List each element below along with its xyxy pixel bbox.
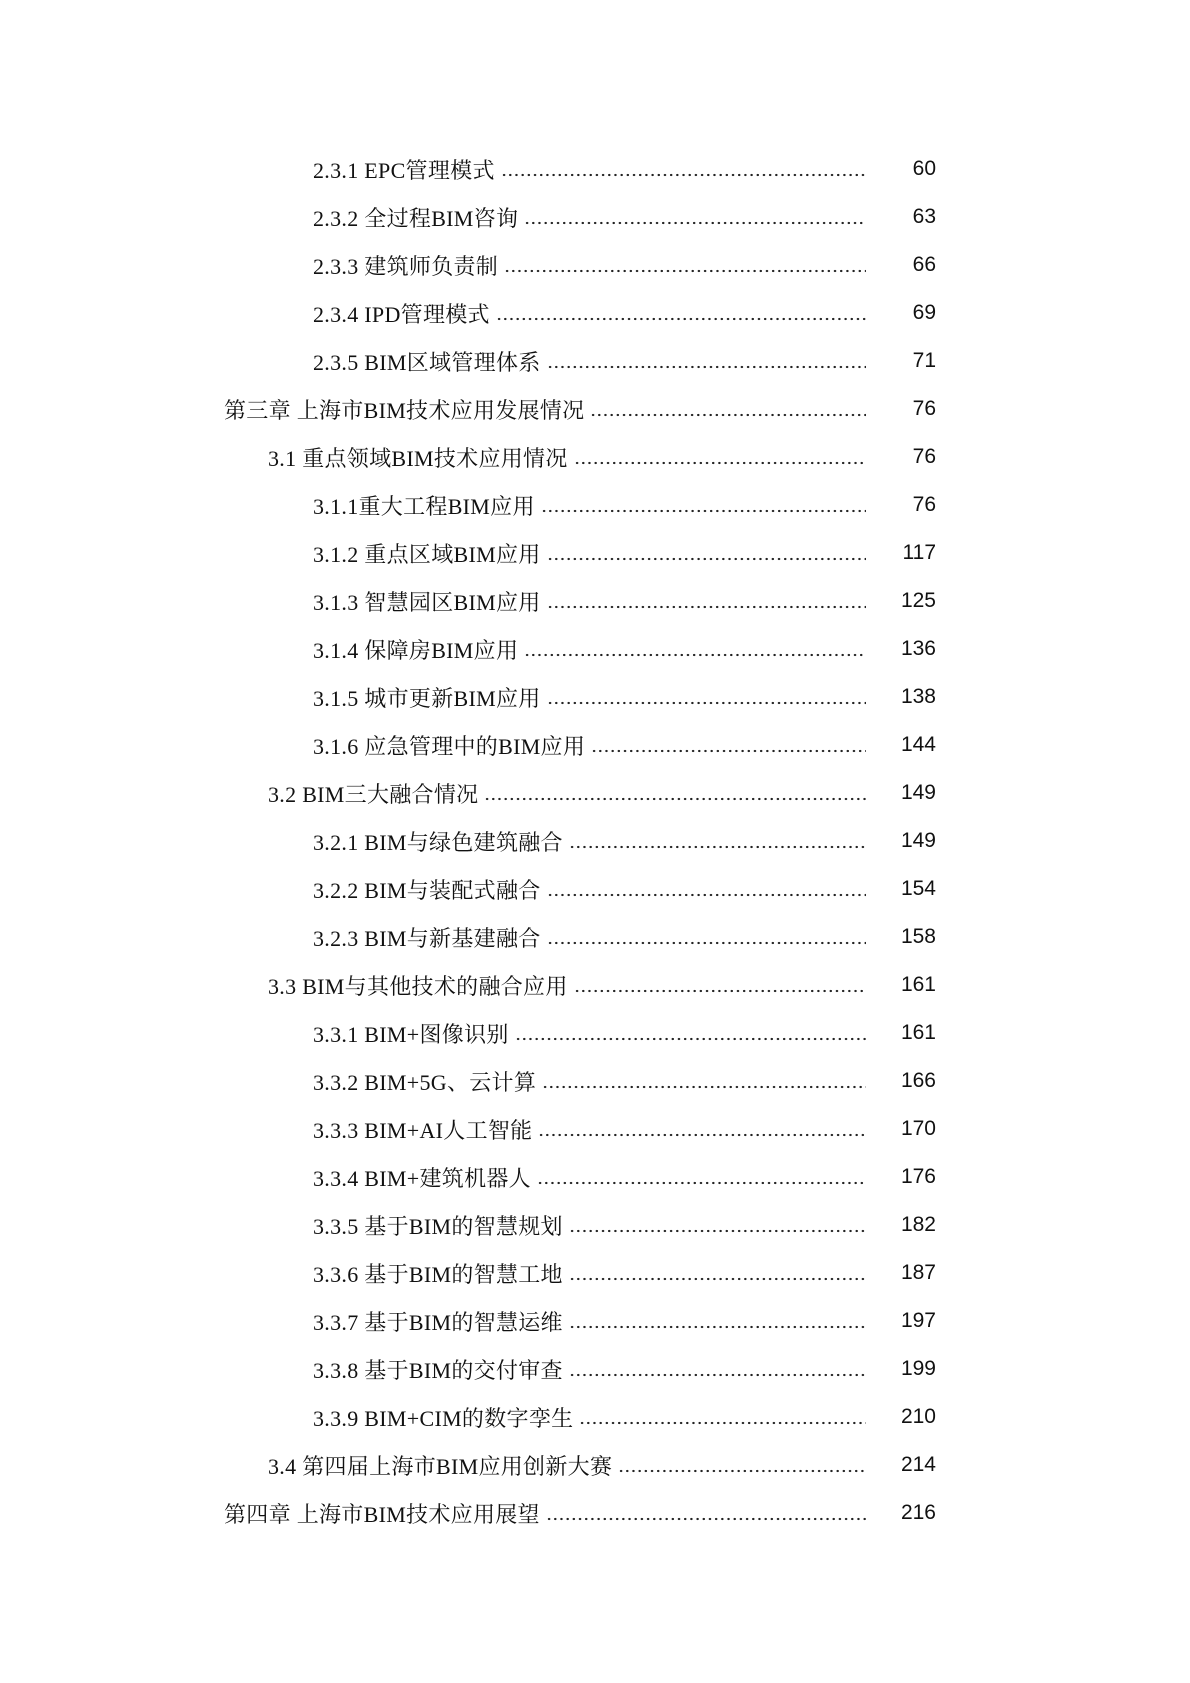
- toc-entry[interactable]: [0, 625, 1190, 673]
- toc-entry[interactable]: [0, 529, 1190, 577]
- toc-entry-page: 176: [900, 1165, 936, 1188]
- toc-entry[interactable]: [0, 817, 1190, 865]
- toc-entry-title: 第三章 上海市BIM技术应用发展情况: [224, 397, 585, 423]
- dot-leader: [569, 1228, 866, 1234]
- dot-leader: [547, 700, 866, 706]
- dot-leader: [542, 1084, 866, 1090]
- toc-entry-chapter[interactable]: [0, 385, 1190, 433]
- toc-entry-page: 63: [912, 205, 936, 228]
- toc-entry-title: 3.2.3 BIM与新基建融合: [313, 925, 541, 951]
- dot-leader: [590, 412, 866, 418]
- dot-leader: [547, 892, 866, 898]
- dot-leader: [591, 748, 866, 754]
- toc-entry[interactable]: [0, 1201, 1190, 1249]
- toc-entry[interactable]: [0, 913, 1190, 961]
- dot-leader: [547, 604, 866, 610]
- toc-entry[interactable]: [0, 289, 1190, 337]
- toc-entry-title: 3.1.6 应急管理中的BIM应用: [313, 733, 586, 759]
- table-of-contents: [0, 145, 1190, 1537]
- toc-entry-section[interactable]: [0, 1441, 1190, 1489]
- toc-entry-page: 149: [900, 781, 936, 804]
- toc-entry[interactable]: [0, 145, 1190, 193]
- toc-entry-page: 161: [900, 1021, 936, 1044]
- toc-entry-page: 182: [900, 1213, 936, 1236]
- dot-leader: [579, 1420, 866, 1426]
- toc-entry[interactable]: [0, 337, 1190, 385]
- toc-entry-page: 117: [902, 541, 936, 564]
- toc-entry-title: 3.3.3 BIM+AI人工智能: [313, 1117, 533, 1143]
- dot-leader: [547, 940, 866, 946]
- toc-entry[interactable]: [0, 1249, 1190, 1297]
- toc-entry[interactable]: [0, 1009, 1190, 1057]
- toc-entry-title: 2.3.3 建筑师负责制: [313, 253, 499, 279]
- dot-leader: [515, 1036, 866, 1042]
- toc-entry-page: 197: [900, 1309, 936, 1332]
- toc-entry-page: 76: [912, 445, 936, 468]
- dot-leader: [496, 316, 866, 322]
- toc-entry[interactable]: [0, 1393, 1190, 1441]
- toc-entry-title: 2.3.1 EPC管理模式: [313, 157, 495, 183]
- toc-entry[interactable]: [0, 1345, 1190, 1393]
- toc-entry-page: 76: [912, 493, 936, 516]
- toc-entry-page: 199: [900, 1357, 936, 1380]
- toc-entry-page: 66: [912, 253, 936, 276]
- toc-entry-page: 214: [900, 1453, 936, 1476]
- dot-leader: [569, 1276, 866, 1282]
- toc-entry-title: 3.3.7 基于BIM的智慧运维: [313, 1309, 563, 1335]
- toc-entry[interactable]: [0, 673, 1190, 721]
- toc-entry-title: 3.1.4 保障房BIM应用: [313, 637, 519, 663]
- toc-entry[interactable]: [0, 1105, 1190, 1153]
- dot-leader: [569, 1324, 866, 1330]
- toc-entry[interactable]: [0, 241, 1190, 289]
- toc-entry[interactable]: [0, 721, 1190, 769]
- toc-entry-title: 3.1.5 城市更新BIM应用: [313, 685, 541, 711]
- dot-leader: [547, 556, 866, 562]
- toc-entry-title: 3.2 BIM三大融合情况: [268, 781, 479, 807]
- toc-entry-section[interactable]: [0, 433, 1190, 481]
- dot-leader: [574, 988, 866, 994]
- toc-entry-page: 161: [900, 973, 936, 996]
- toc-entry-page: 144: [900, 733, 936, 756]
- toc-entry-page: 187: [900, 1261, 936, 1284]
- toc-entry-title: 3.1.3 智慧园区BIM应用: [313, 589, 541, 615]
- toc-entry[interactable]: [0, 577, 1190, 625]
- toc-entry-title: 3.4 第四届上海市BIM应用创新大赛: [268, 1453, 613, 1479]
- toc-entry[interactable]: [0, 865, 1190, 913]
- toc-entry-page: 138: [900, 685, 936, 708]
- toc-entry[interactable]: [0, 1297, 1190, 1345]
- dot-leader: [524, 652, 866, 658]
- toc-entry-page: 158: [900, 925, 936, 948]
- toc-entry-title: 3.3.4 BIM+建筑机器人: [313, 1165, 531, 1191]
- toc-entry-title: 3.1 重点领域BIM技术应用情况: [268, 445, 568, 471]
- toc-entry-chapter[interactable]: [0, 1489, 1190, 1537]
- dot-leader: [524, 220, 866, 226]
- toc-entry-page: 71: [912, 349, 936, 372]
- dot-leader: [569, 844, 866, 850]
- toc-entry-page: 60: [912, 157, 936, 180]
- toc-entry-title: 3.1.1重大工程BIM应用: [313, 493, 535, 519]
- toc-entry-page: 166: [900, 1069, 936, 1092]
- toc-entry-page: 170: [900, 1117, 936, 1140]
- toc-entry-page: 149: [900, 829, 936, 852]
- dot-leader: [538, 1132, 866, 1138]
- toc-entry-title: 3.3.6 基于BIM的智慧工地: [313, 1261, 563, 1287]
- toc-entry-title: 2.3.5 BIM区域管理体系: [313, 349, 541, 375]
- toc-entry-page: 210: [900, 1405, 936, 1428]
- toc-entry-title: 3.3.2 BIM+5G、云计算: [313, 1069, 537, 1095]
- toc-entry-title: 3.3.9 BIM+CIM的数字孪生: [313, 1405, 574, 1431]
- toc-entry-page: 69: [912, 301, 936, 324]
- toc-entry-page: 136: [900, 637, 936, 660]
- dot-leader: [569, 1372, 866, 1378]
- toc-entry-page: 216: [900, 1501, 936, 1524]
- toc-entry[interactable]: [0, 481, 1190, 529]
- dot-leader: [484, 796, 866, 802]
- toc-entry-title: 第四章 上海市BIM技术应用展望: [224, 1501, 540, 1527]
- toc-entry-title: 3.3.1 BIM+图像识别: [313, 1021, 509, 1047]
- toc-entry-title: 3.1.2 重点区域BIM应用: [313, 541, 541, 567]
- toc-entry-section[interactable]: [0, 961, 1190, 1009]
- toc-entry-page: 154: [900, 877, 936, 900]
- toc-entry-title: 3.2.1 BIM与绿色建筑融合: [313, 829, 563, 855]
- toc-entry-title: 3.2.2 BIM与装配式融合: [313, 877, 541, 903]
- toc-entry-title: 3.3 BIM与其他技术的融合应用: [268, 973, 568, 999]
- dot-leader: [546, 1516, 866, 1522]
- toc-entry-section[interactable]: [0, 769, 1190, 817]
- dot-leader: [501, 172, 866, 178]
- toc-entry-page: 125: [900, 589, 936, 612]
- toc-entry[interactable]: [0, 1153, 1190, 1201]
- toc-entry-title: 3.3.8 基于BIM的交付审查: [313, 1357, 563, 1383]
- dot-leader: [574, 460, 866, 466]
- dot-leader: [504, 268, 866, 274]
- dot-leader: [541, 508, 866, 514]
- toc-entry-title: 2.3.4 IPD管理模式: [313, 301, 490, 327]
- toc-entry-page: 76: [912, 397, 936, 420]
- toc-entry-title: 2.3.2 全过程BIM咨询: [313, 205, 519, 231]
- dot-leader: [547, 364, 866, 370]
- dot-leader: [618, 1468, 866, 1474]
- toc-entry[interactable]: [0, 193, 1190, 241]
- dot-leader: [537, 1180, 866, 1186]
- toc-entry[interactable]: [0, 1057, 1190, 1105]
- toc-entry-title: 3.3.5 基于BIM的智慧规划: [313, 1213, 563, 1239]
